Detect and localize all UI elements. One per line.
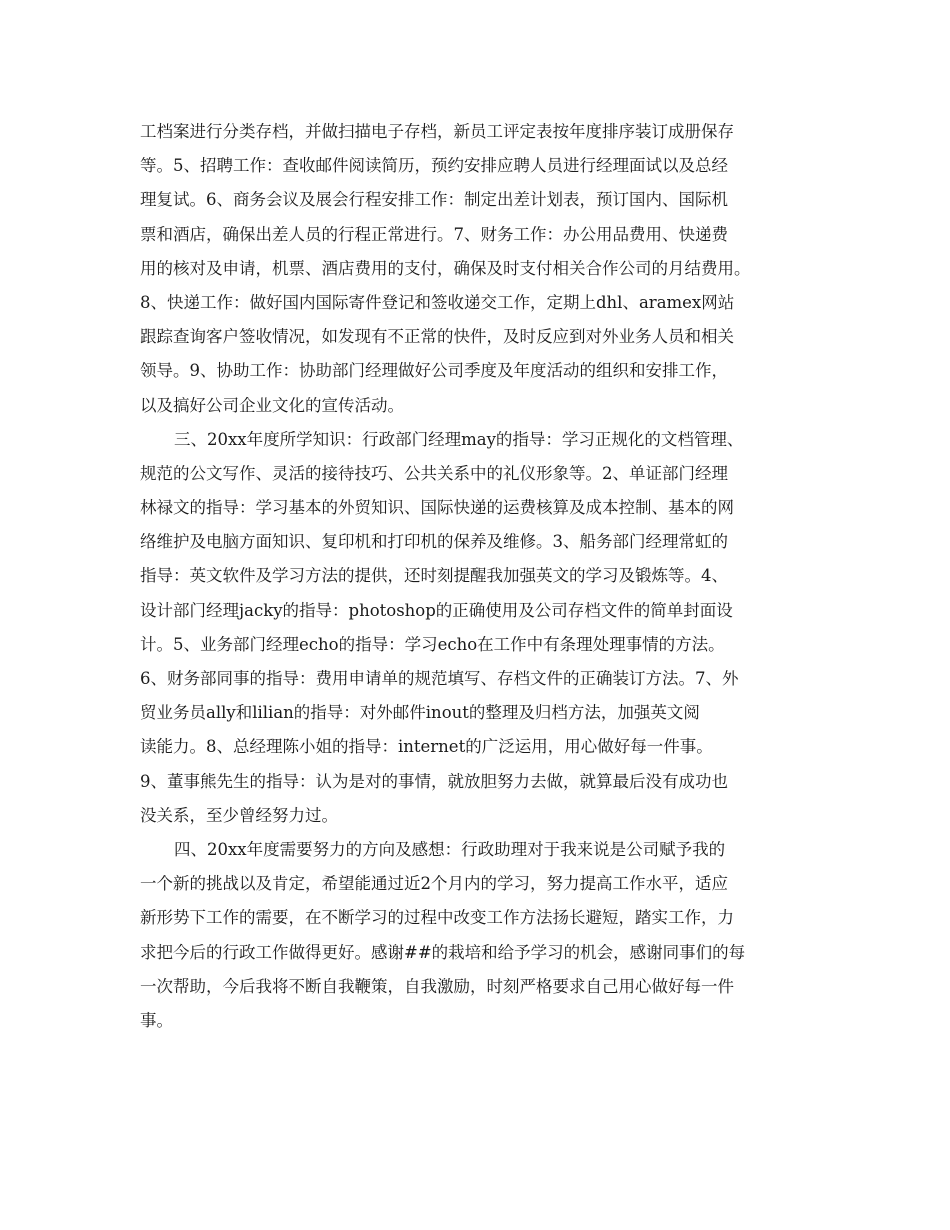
- text-line: 票和酒店，确保出差人员的行程正常进行。7、财务工作：办公用品费用、快递费: [140, 224, 728, 244]
- text-line: 林禄文的指导：学习基本的外贸知识、国际快递的运费核算及成本控制、基本的网: [140, 498, 734, 518]
- text-line-first: 四、20xx年度需要努力的方向及感想：行政助理对于我来说是公司赋予我的: [174, 839, 726, 859]
- text-line: 8、快递工作：做好国内国际寄件登记和签收递交工作，定期上dhl、aramex网站: [140, 292, 735, 312]
- text-line: 指导：英文软件及学习方法的提供，还时刻提醒我加强英文的学习及锻炼等。4、: [140, 566, 728, 586]
- document-body: [140, 115, 830, 1038]
- text-line-first: 三、20xx年度所学知识：行政部门经理may的指导：学习正规化的文档管理、: [174, 429, 744, 449]
- text-line: 没关系，至少曾经努力过。: [140, 805, 338, 825]
- text-line: 规范的公文写作、灵活的接待技巧、公共关系中的礼仪形象等。2、单证部门经理: [140, 463, 728, 483]
- text-line: 用的核对及申请，机票、酒店费用的支付，确保及时支付相关合作公司的月结费用。: [140, 258, 751, 278]
- text-line: 领导。9、协助工作：协助部门经理做好公司季度及年度活动的组织和安排工作，: [140, 361, 728, 381]
- text-line: 9、董事熊先生的指导：认为是对的事情，就放胆努力去做，就算最后没有成功也: [140, 771, 728, 791]
- text-line: 络维护及电脑方面知识、复印机和打印机的保养及维修。3、船务部门经理常虹的: [140, 532, 728, 552]
- text-line: 理复试。6、商务会议及展会行程安排工作：制定出差计划表，预订国内、国际机: [140, 190, 728, 210]
- paragraph-knowledge-learned: [140, 423, 830, 833]
- text-line: 计。5、业务部门经理echo的指导：学习echo在工作中有条理处理事情的方法。: [140, 634, 725, 654]
- text-line: 设计部门经理jacky的指导：photoshop的正确使用及公司存档文件的简单封面设: [140, 600, 733, 620]
- text-line: 求把今后的行政工作做得更好。感谢##的栽培和给予学习的机会，感谢同事们的每: [140, 942, 746, 962]
- text-line: 6、财务部同事的指导：费用申请单的规范填写、存档文件的正确装订方法。7、外: [140, 669, 739, 688]
- text-line: 等。5、招聘工作：查收邮件阅读简历，预约安排应聘人员进行经理面试以及总经: [140, 156, 728, 176]
- text-line: 以及搞好公司企业文化的宣传活动。: [140, 395, 404, 415]
- text-line: 贸业务员ally和lilian的指导：对外邮件inout的整理及归档方法，加强英文阅: [140, 703, 700, 723]
- paragraph-future-direction: [140, 833, 830, 1038]
- text-line: 事。: [140, 1010, 173, 1030]
- paragraph-work-duties-continued: [140, 115, 830, 423]
- text-line: 新形势下工作的需要，在不断学习的过程中改变工作方法扬长避短，踏实工作，力: [140, 908, 734, 928]
- text-line: 一次帮助，今后我将不断自我鞭策，自我激励，时刻严格要求自己用心做好每一件: [140, 976, 734, 996]
- text-line: 一个新的挑战以及肯定，希望能通过近2个月内的学习，努力提高工作水平，适应: [140, 874, 728, 894]
- text-line: 读能力。8、总经理陈小姐的指导：internet的广泛运用，用心做好每一件事。: [140, 737, 713, 757]
- text-line: 跟踪查询客户签收情况，如发现有不正常的快件，及时反应到对外业务人员和相关: [140, 327, 734, 347]
- text-line: 工档案进行分类存档，并做扫描电子存档，新员工评定表按年度排序装订成册保存: [140, 122, 734, 141]
